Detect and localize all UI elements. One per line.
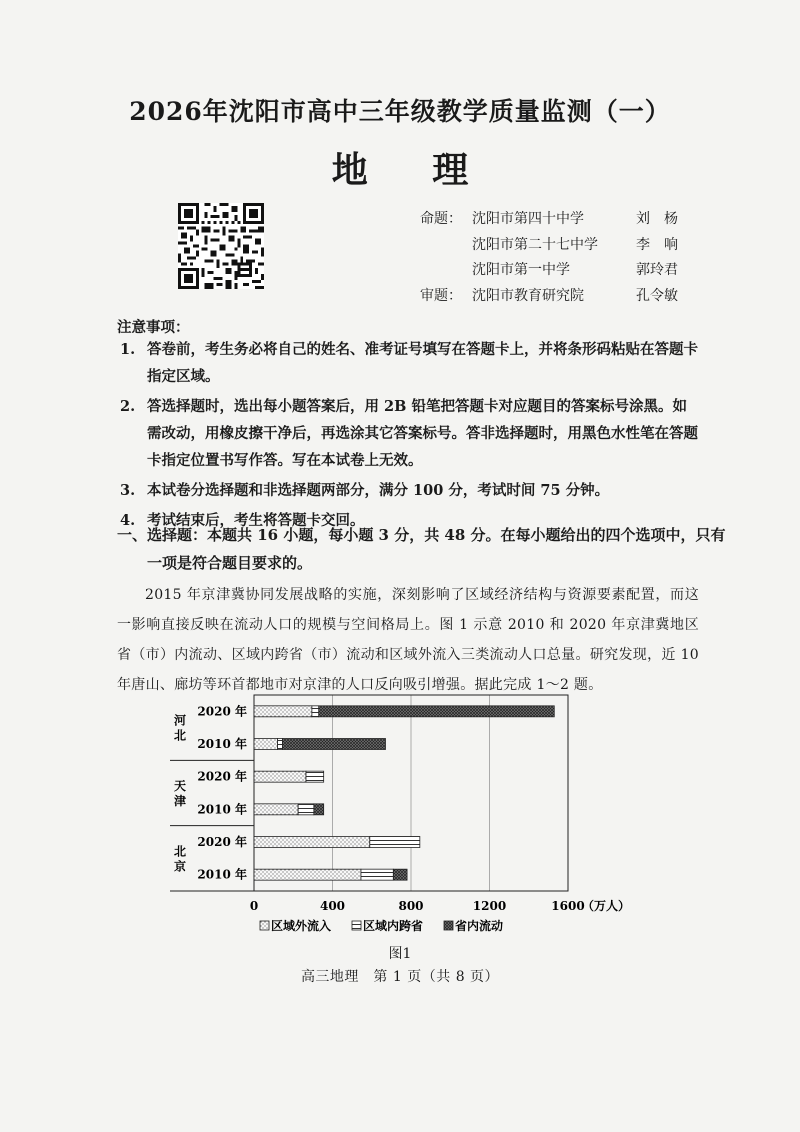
credit-row: [420, 258, 706, 284]
notice-item-text: 本试卷分选择题和非选择题两部分，满分 100 分，考试时间 75 分钟。: [147, 482, 610, 499]
group-label: 天: [173, 779, 187, 793]
bar-区域内跨省: [306, 771, 324, 782]
credit-school: 沈阳市第四十中学: [472, 211, 584, 227]
x-tick-label: 0: [249, 899, 259, 913]
notice-item-number: 4.: [120, 512, 136, 529]
qr-code-icon: [178, 203, 264, 289]
category-label: 2020 年: [197, 704, 247, 719]
chart-labels: [174, 703, 630, 913]
bar-省内流动: [282, 739, 385, 750]
credit-school: 沈阳市第一中学: [472, 262, 570, 278]
notice-item: [120, 393, 700, 474]
notice-item-text: 考试结束后，考生将答题卡交回。: [147, 512, 365, 529]
notice-heading: 注意事项：: [117, 319, 190, 336]
chart-bars: [254, 706, 554, 880]
bar-区域外流入: [254, 869, 361, 880]
legend-swatch: [444, 921, 453, 930]
chart-frame: [170, 695, 568, 891]
category-label: 2010 年: [197, 802, 247, 817]
legend-label: 省内流动: [455, 919, 504, 933]
notice-list: [120, 336, 700, 537]
credit-name: 孔令敏: [636, 287, 678, 304]
exam-title: 2026年沈阳市高中三年级教学质量监测（一）: [129, 97, 671, 126]
legend-label: 区域外流入: [271, 919, 332, 933]
credit-role: 审题：: [420, 287, 462, 304]
group-label: 北: [173, 728, 187, 743]
credits-block: [420, 207, 706, 309]
bar-区域外流入: [254, 804, 298, 815]
credit-school: 沈阳市教育研究院: [472, 287, 584, 304]
group-label: 北: [173, 844, 187, 859]
credit-role: [420, 258, 472, 284]
bar-区域外流入: [254, 739, 278, 750]
credit-role: 命题：: [420, 211, 462, 227]
legend-swatch: [352, 921, 361, 930]
group-label: 京: [173, 859, 187, 874]
notice-item: [120, 477, 700, 504]
bar-区域内跨省: [370, 837, 420, 848]
chart-legend: [260, 918, 503, 933]
bar-省内流动: [393, 869, 407, 880]
credit-row: [420, 233, 706, 259]
population-bar-chart: [162, 695, 631, 940]
category-label: 2020 年: [197, 769, 247, 784]
bar-省内流动: [314, 804, 324, 815]
x-unit-label: （万人）: [582, 899, 631, 913]
credit-row: [420, 284, 706, 310]
credit-name: 刘 杨: [636, 211, 678, 227]
group-label: 河: [173, 713, 187, 728]
page-footer: 高三地理 第 1 页（共 8 页）: [300, 969, 500, 985]
credit-role: [420, 233, 472, 259]
notice-item-number: 2.: [120, 398, 136, 415]
legend-label: 区域内跨省: [363, 919, 424, 933]
bar-区域外流入: [254, 837, 370, 848]
category-label: 2010 年: [197, 737, 247, 751]
x-tick-label: 1600: [551, 899, 585, 913]
notice-item-text: 答选择题时，选出每小题答案后，用 2B 铅笔把答题卡对应题目的答案标号涂黑。如需改动，用橡皮擦干净后，再选涂其它答案标号。答非选择题时，用黑色水性笔在答题卡指定位置书写作答。写在本试卷上无效。: [147, 398, 698, 469]
legend-swatch: [260, 921, 269, 930]
notice-item-text: 答卷前，考生务必将自己的姓名、准考证号填写在答题卡上，并将条形码粘贴在答题卡指定区域。: [147, 341, 698, 385]
group-label: 津: [173, 794, 187, 808]
bar-区域内跨省: [312, 706, 319, 717]
bar-区域外流入: [254, 771, 306, 782]
chart-gridlines: [333, 695, 490, 891]
x-tick-label: 1200: [472, 899, 507, 913]
bar-区域内跨省: [361, 869, 393, 880]
category-label: 2020 年: [197, 835, 247, 849]
notice-item-number: 1.: [120, 341, 136, 358]
credit-name: 郭玲君: [636, 262, 678, 278]
category-label: 2010 年: [197, 867, 247, 882]
notice-item: [120, 336, 700, 390]
x-tick-label: 800: [398, 899, 424, 913]
bar-省内流动: [319, 706, 555, 717]
credit-row: [420, 207, 706, 233]
question-intro: 2015 年京津冀协同发展战略的实施，深刻影响了区域经济结构与资源要素配置，而这一影响直接反映在流动人口的规模与空间格局上。图 1 示意 2010 和 2020 年京津冀地区省（市）内流动、区域内跨省（市）流动和区域外流入三类流动人口总量。研究发现，近 10 年唐山、廊坊等环首都地市对京津的人口反向吸引增强。据此完成 1～2 题。: [117, 587, 699, 693]
section-heading: 一、选择题：本题共 16 小题，每小题 3 分，共 48 分。在每小题给出的四个选项中，只有一项是符合题目要求的。: [117, 526, 726, 572]
notice-item-number: 3.: [120, 482, 136, 499]
bar-区域外流入: [254, 706, 312, 717]
bar-区域内跨省: [278, 739, 283, 750]
subject-title: 地 理: [331, 149, 495, 191]
credit-school: 沈阳市第二十七中学: [472, 236, 598, 253]
x-tick-label: 400: [319, 899, 346, 913]
figure-caption: 图1: [388, 946, 412, 962]
bar-区域内跨省: [298, 804, 314, 815]
credit-name: 李 响: [636, 236, 678, 253]
